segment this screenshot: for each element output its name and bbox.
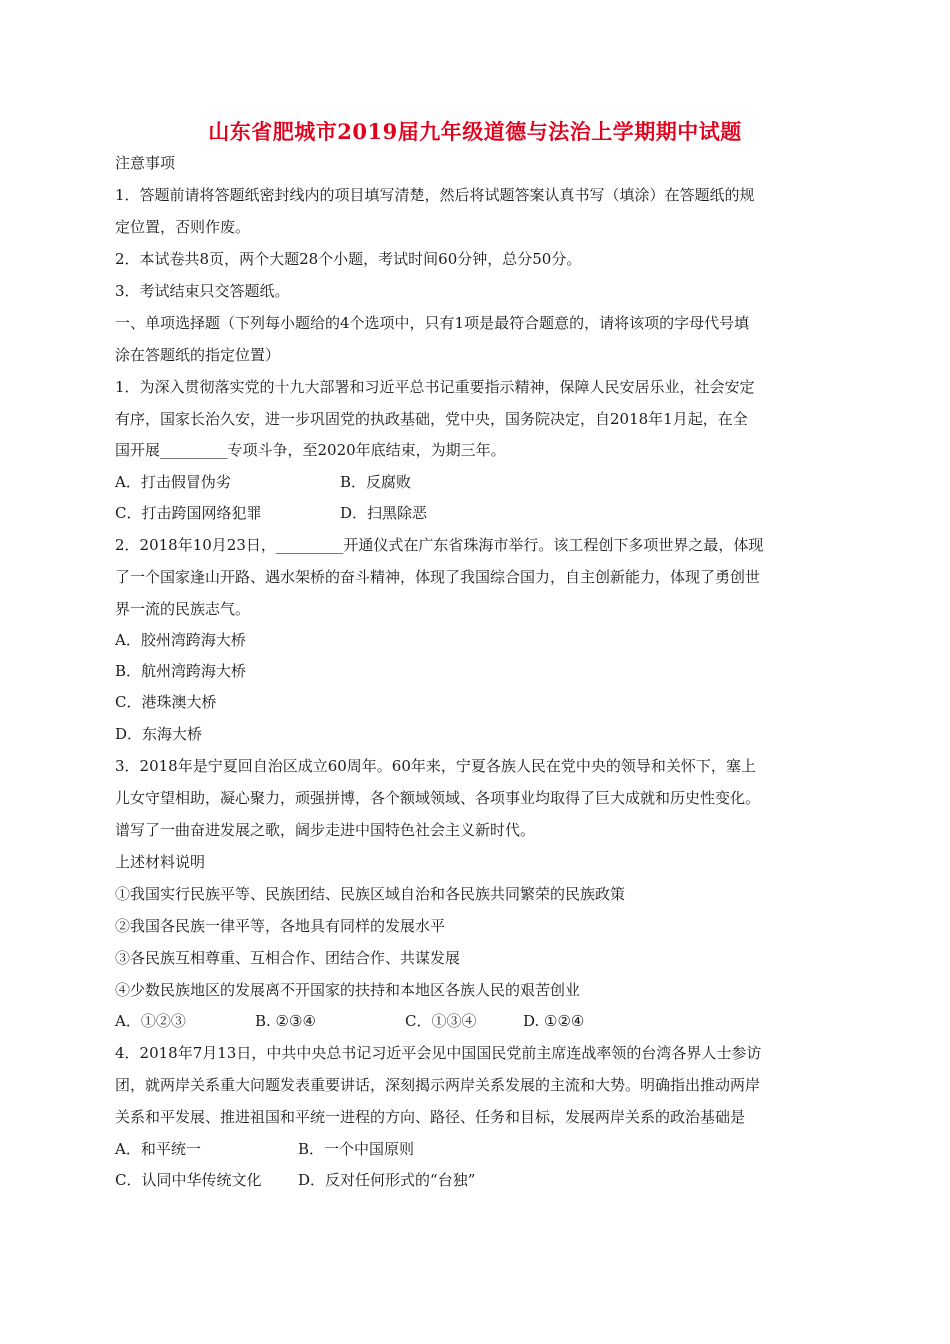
question-3-line: 谱写了一曲奋进发展之歌，阔步走进中国特色社会主义新时代。: [115, 821, 536, 839]
q4-option-c: C．认同中华传统文化: [115, 1171, 262, 1189]
notice-item-1-cont: 定位置，否则作废。: [115, 218, 251, 236]
section-heading: 一、单项选择题（下列每小题给的4个选项中，只有1项是最符合题意的，请将该项的字母代号填: [115, 314, 750, 332]
q3-option-b: B. ②③④: [255, 1012, 316, 1030]
page-title: 山东省肥城市2019届九年级道德与法治上学期期中试题: [208, 119, 742, 144]
question-4-line: 关系和平发展、推进祖国和平统一进程的方向、路径、任务和目标，发展两岸关系的政治基础是: [115, 1108, 746, 1126]
question-1-line: 有序，国家长治久安，进一步巩固党的执政基础，党中央，国务院决定，自2018年1月起，在全: [115, 410, 748, 428]
question-4-line: 4．2018年7月13日，中共中央总书记习近平会见中国国民党前主席连战率领的台湾各界人士参访: [115, 1044, 762, 1062]
question-4-line: 团，就两岸关系重大问题发表重要讲话，深刻揭示两岸关系发展的主流和大势。明确指出推动两岸: [115, 1076, 761, 1094]
question-2-line: 2．2018年10月23日，_________开通仪式在广东省珠海市举行。该工程创下多项世界之最，体现: [115, 536, 764, 554]
q3-statement-2: ②我国各民族一律平等，各地具有同样的发展水平: [115, 917, 446, 935]
q3-statement-3: ③各民族互相尊重、互相合作、团结合作、共谋发展: [115, 949, 461, 967]
q4-option-b: B．一个中国原则: [298, 1140, 415, 1158]
q2-option-a: A．胶州湾跨海大桥: [115, 631, 246, 649]
question-3-stem: 上述材料说明: [115, 853, 206, 871]
question-3-line: 儿女守望相助，凝心聚力，顽强拼博，各个额域领域、各项事业均取得了巨大成就和历史性变化。: [115, 789, 761, 807]
question-2-line: 了一个国家逢山开路、遇水架桥的奋斗精神，体现了我国综合国力，自主创新能力，体现了勇创世: [115, 568, 761, 586]
question-2-line: 界一流的民族志气。: [115, 600, 251, 618]
notice-item-1: 1．答题前请将答题纸密封线内的项目填写清楚，然后将试题答案认真书写（填涂）在答题纸的规: [115, 186, 755, 204]
q3-statement-1: ①我国实行民族平等、民族团结、民族区域自治和各民族共同繁荣的民族政策: [115, 885, 626, 903]
q1-option-d: D．扫黑除恶: [340, 504, 428, 522]
notice-item-2: 2．本试卷共8页，两个大题28个小题，考试时间60分钟，总分50分。: [115, 250, 582, 268]
question-3-line: 3．2018年是宁夏回自治区成立60周年。60年来，宁夏各族人民在党中央的领导和关怀下，塞上: [115, 757, 756, 775]
q2-option-b: B．航州湾跨海大桥: [115, 662, 247, 680]
notice-item-3: 3．考试结束只交答题纸。: [115, 282, 290, 300]
q1-option-c: C．打击跨国网络犯罪: [115, 504, 262, 522]
question-1-line: 1．为深入贯彻落实党的十九大部署和习近平总书记重要指示精神，保障人民安居乐业，社会安定: [115, 378, 755, 396]
q3-statement-4: ④少数民族地区的发展离不开国家的扶持和本地区各族人民的艰苦创业: [115, 981, 581, 999]
section-heading-cont: 涂在答题纸的指定位置）: [115, 346, 281, 364]
q2-option-d: D．东海大桥: [115, 725, 203, 743]
q2-option-c: C．港珠澳大桥: [115, 693, 217, 711]
q4-option-a: A．和平统一: [115, 1140, 201, 1158]
q3-option-a: A．①②③: [115, 1012, 186, 1030]
notice-heading: 注意事项: [115, 154, 176, 172]
question-1-line: 国开展_________专项斗争，至2020年底结束，为期三年。: [115, 441, 506, 459]
q3-option-c: C．①③④: [405, 1012, 477, 1030]
q1-option-b: B．反腐败: [340, 473, 412, 491]
q1-option-a: A．打击假冒伪劣: [115, 473, 231, 491]
q4-option-d: D．反对任何形式的“台独”: [298, 1171, 476, 1189]
q3-option-d: D. ①②④: [523, 1012, 585, 1030]
